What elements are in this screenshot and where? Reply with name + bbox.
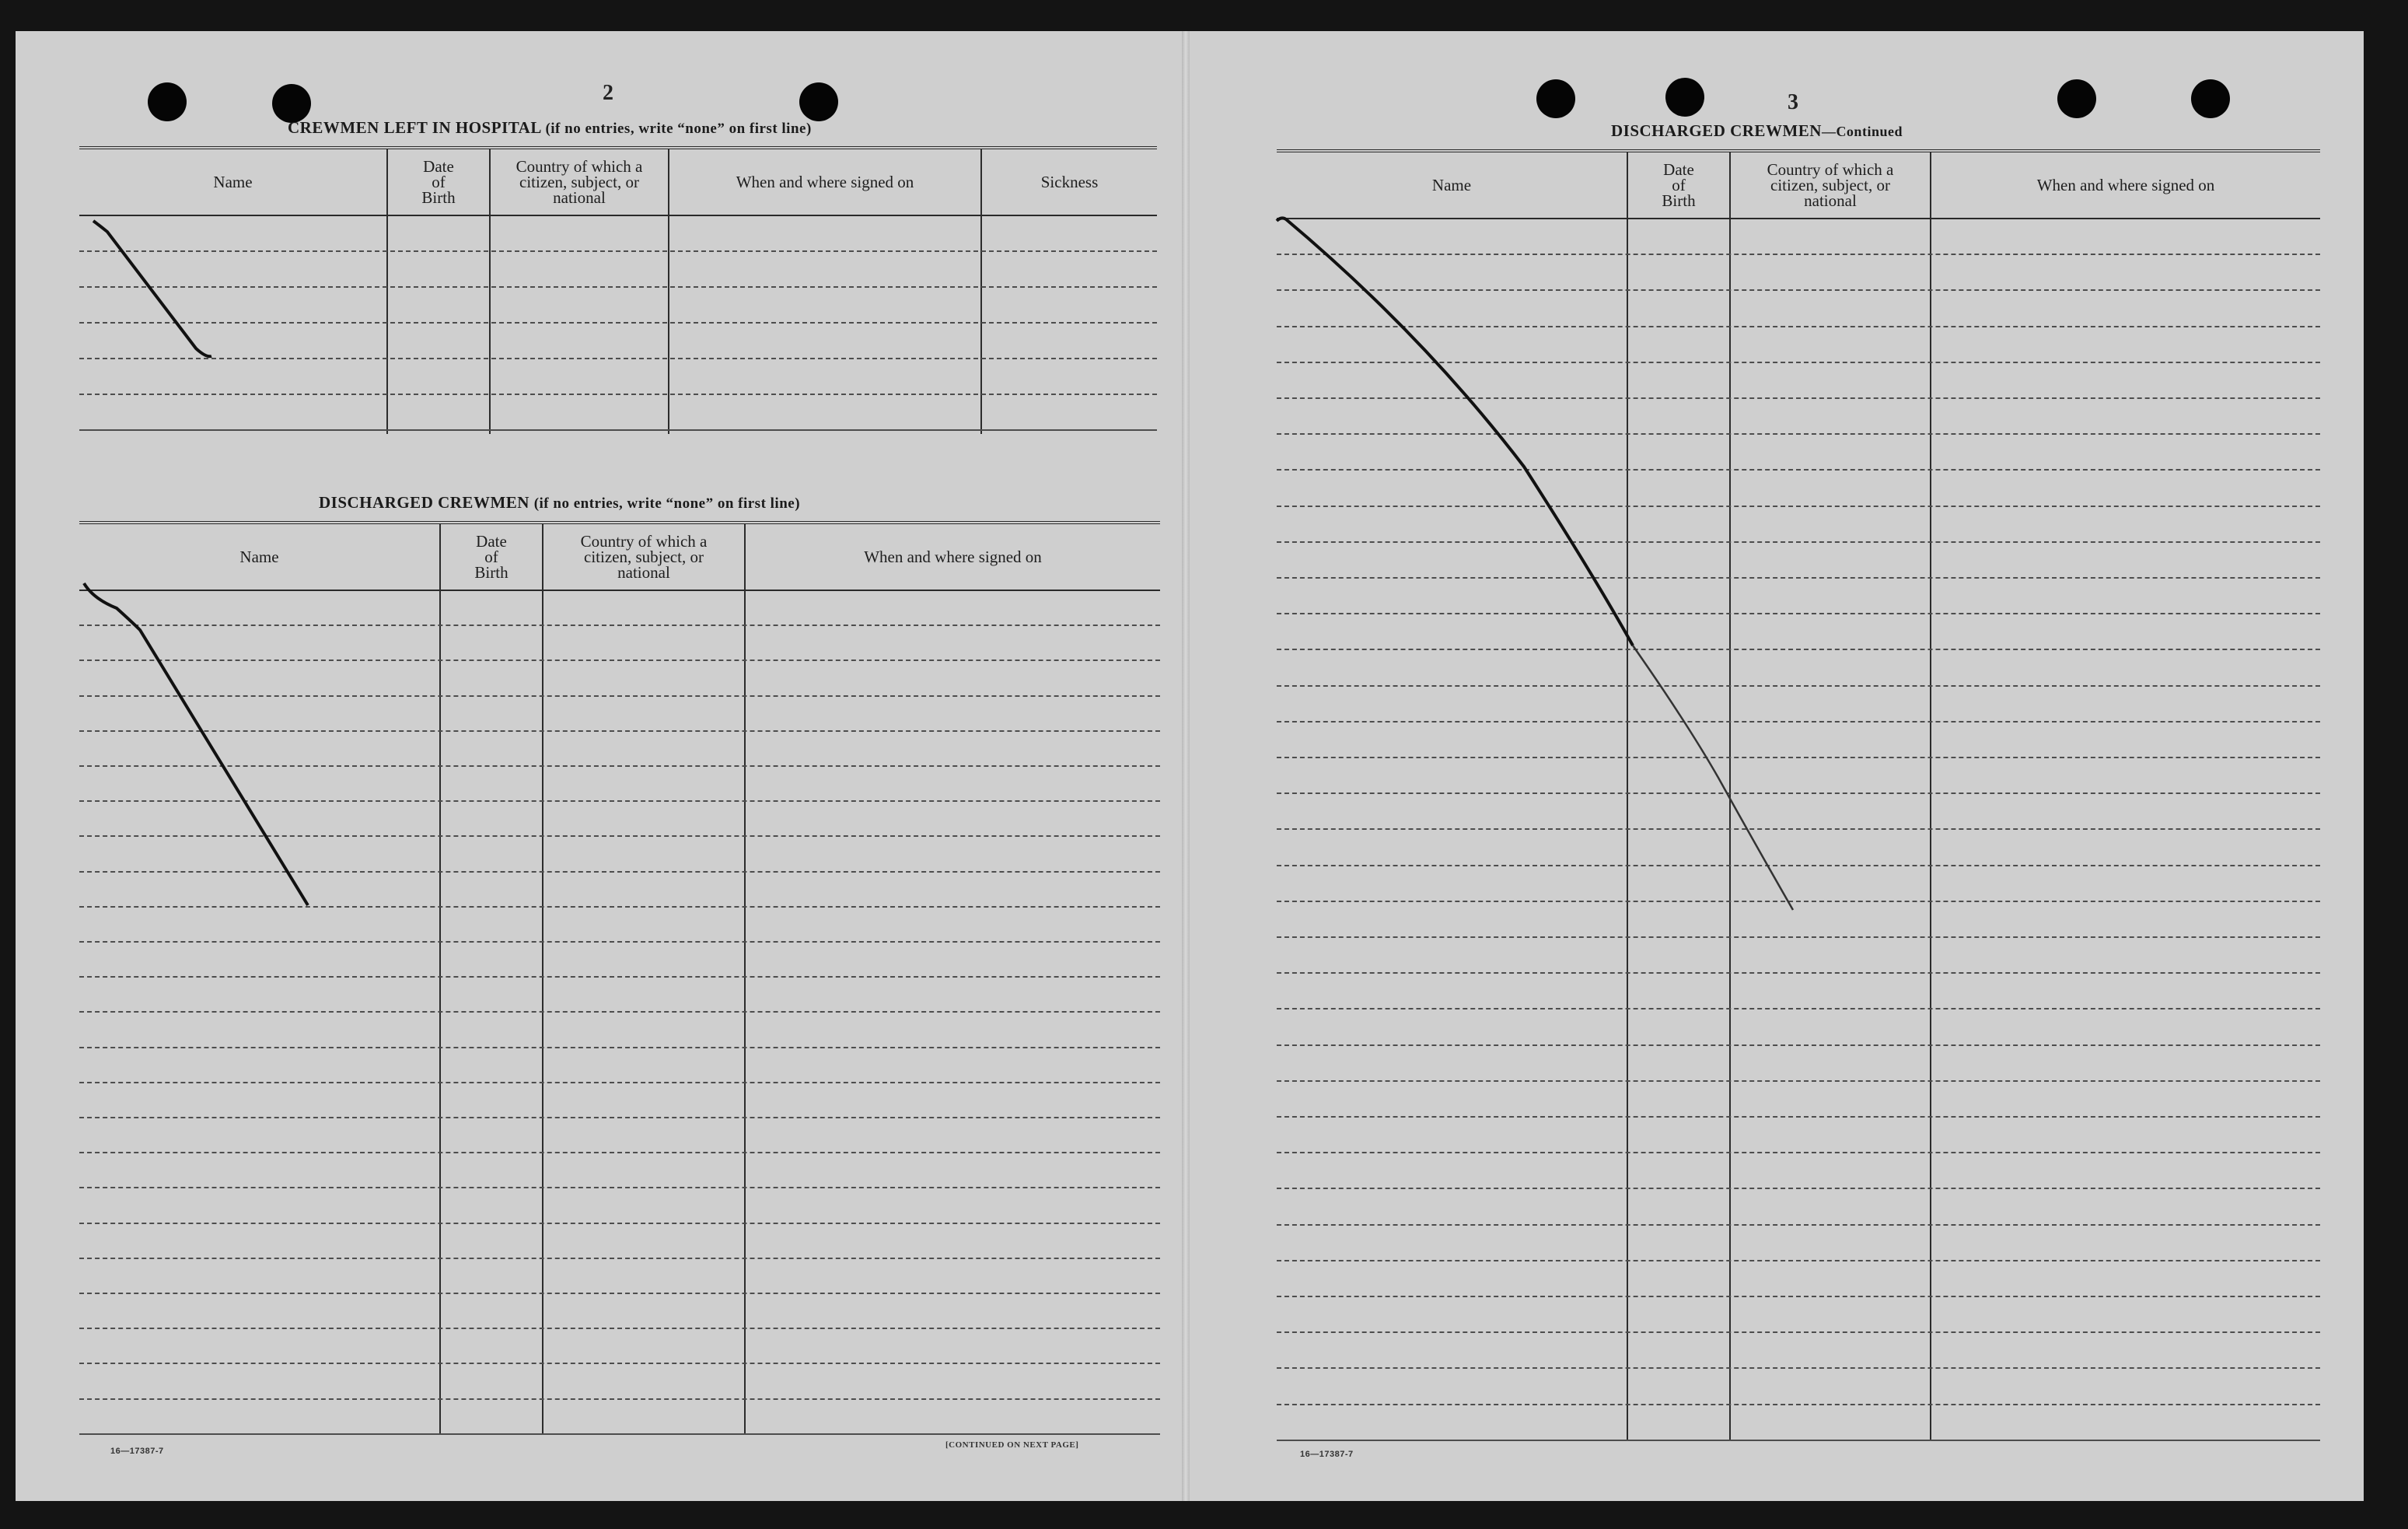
row-line xyxy=(1277,613,2320,614)
row-line xyxy=(79,1011,1160,1013)
column-header-country: Country of which a citizen, subject, or national xyxy=(516,157,643,207)
row-line xyxy=(79,941,1160,943)
row-line xyxy=(79,286,1157,288)
form-sheet xyxy=(16,31,2364,1501)
row-line xyxy=(79,1047,1160,1048)
punch-hole xyxy=(2191,79,2230,118)
row-line xyxy=(1277,1116,2320,1118)
row-line xyxy=(79,1363,1160,1364)
row-line xyxy=(79,358,1157,359)
table-rows xyxy=(79,590,1160,1434)
column-header-name: Name xyxy=(1431,176,1472,194)
left-page xyxy=(16,31,1182,1501)
discharged-continued-table xyxy=(1277,149,2320,1440)
row-line xyxy=(1277,1044,2320,1046)
row-line xyxy=(1277,721,2320,723)
row-line xyxy=(1277,433,2320,435)
row-line xyxy=(79,765,1160,767)
row-line xyxy=(1277,757,2320,758)
row-line xyxy=(79,625,1160,626)
row-line xyxy=(79,394,1157,395)
discharged-continued-title-text: DISCHARGED CREWMEN xyxy=(1611,121,1822,140)
row-line xyxy=(79,1187,1160,1188)
discharged-title-note: (if no entries, write “none” on first line) xyxy=(533,495,801,512)
column-header-when-where: When and where signed on xyxy=(2036,176,2215,194)
row-line xyxy=(1277,1440,2320,1441)
row-line xyxy=(1277,865,2320,866)
column-header-country: Country of which a citizen, subject, or national xyxy=(1767,160,1894,210)
discharged-title-text: DISCHARGED CREWMEN xyxy=(319,493,529,512)
row-line xyxy=(79,429,1157,431)
row-line xyxy=(79,322,1157,324)
continued-label: —Continued xyxy=(1821,124,1903,139)
row-line xyxy=(1277,792,2320,794)
hospital-section-title xyxy=(288,118,812,138)
row-line xyxy=(79,1258,1160,1259)
row-line xyxy=(79,976,1160,978)
row-line xyxy=(79,695,1160,697)
page-number: 2 xyxy=(603,81,613,105)
row-line xyxy=(1277,901,2320,902)
continued-note: [CONTINUED ON NEXT PAGE] xyxy=(945,1440,1079,1450)
row-line xyxy=(1277,649,2320,650)
row-line xyxy=(1277,1331,2320,1333)
row-line xyxy=(79,730,1160,732)
row-line xyxy=(1277,1296,2320,1297)
hospital-title-text: CREWMEN LEFT IN HOSPITAL xyxy=(288,118,541,137)
row-line xyxy=(1277,362,2320,363)
column-header-date-of-birth: Date of Birth xyxy=(1662,160,1696,210)
row-line xyxy=(1277,254,2320,255)
row-line xyxy=(79,1328,1160,1329)
row-line xyxy=(79,906,1160,908)
column-header-name: Name xyxy=(239,548,279,566)
row-line xyxy=(1277,469,2320,471)
punch-hole xyxy=(2057,79,2096,118)
row-line xyxy=(79,871,1160,873)
row-line xyxy=(1277,506,2320,507)
table-rows xyxy=(79,215,1157,434)
hospital-title-note: (if no entries, write “none” on first line) xyxy=(545,121,812,137)
form-code: 16—17387-7 xyxy=(1300,1450,1354,1459)
punch-hole xyxy=(272,84,311,123)
row-line xyxy=(1277,1188,2320,1189)
row-line xyxy=(79,1152,1160,1153)
right-page xyxy=(1190,31,2364,1501)
row-line xyxy=(1277,397,2320,399)
column-header-name: Name xyxy=(213,173,253,191)
column-header-date-of-birth: Date of Birth xyxy=(421,157,456,207)
column-header-when-where: When and where signed on xyxy=(736,173,914,191)
row-line xyxy=(1277,326,2320,327)
row-line xyxy=(79,1433,1160,1435)
punch-hole xyxy=(799,82,838,121)
row-line xyxy=(79,1117,1160,1118)
row-line xyxy=(1277,541,2320,543)
column-header-date-of-birth: Date of Birth xyxy=(474,532,509,582)
row-line xyxy=(1277,1080,2320,1082)
punch-hole xyxy=(148,82,187,121)
row-line xyxy=(79,800,1160,802)
row-line xyxy=(1277,1260,2320,1261)
hospital-table xyxy=(79,146,1157,434)
row-line xyxy=(1277,1404,2320,1405)
row-line xyxy=(1277,1152,2320,1153)
row-line xyxy=(79,250,1157,252)
discharged-table xyxy=(79,521,1160,1434)
page-fold xyxy=(1182,31,1190,1501)
row-line xyxy=(1277,289,2320,291)
row-line xyxy=(79,1293,1160,1294)
row-line xyxy=(1277,1367,2320,1369)
punch-hole xyxy=(1665,78,1704,117)
row-line xyxy=(79,835,1160,837)
row-line xyxy=(79,1082,1160,1083)
punch-hole xyxy=(1536,79,1575,118)
row-line xyxy=(1277,936,2320,938)
row-line xyxy=(1277,1008,2320,1009)
row-line xyxy=(79,1223,1160,1224)
column-header-country: Country of which a citizen, subject, or national xyxy=(580,532,708,582)
row-line xyxy=(1277,577,2320,579)
discharged-continued-title xyxy=(1611,121,1903,141)
row-line xyxy=(79,660,1160,661)
row-line xyxy=(1277,1224,2320,1226)
row-line xyxy=(1277,972,2320,974)
discharged-section-title xyxy=(319,493,800,513)
column-header-when-where: When and where signed on xyxy=(864,548,1042,566)
row-line xyxy=(1277,685,2320,687)
row-line xyxy=(1277,828,2320,830)
column-header-sickness: Sickness xyxy=(1040,173,1099,191)
form-code: 16—17387-7 xyxy=(110,1447,164,1456)
table-rows xyxy=(1277,218,2320,1440)
row-line xyxy=(79,1398,1160,1400)
page-number: 3 xyxy=(1788,90,1798,114)
